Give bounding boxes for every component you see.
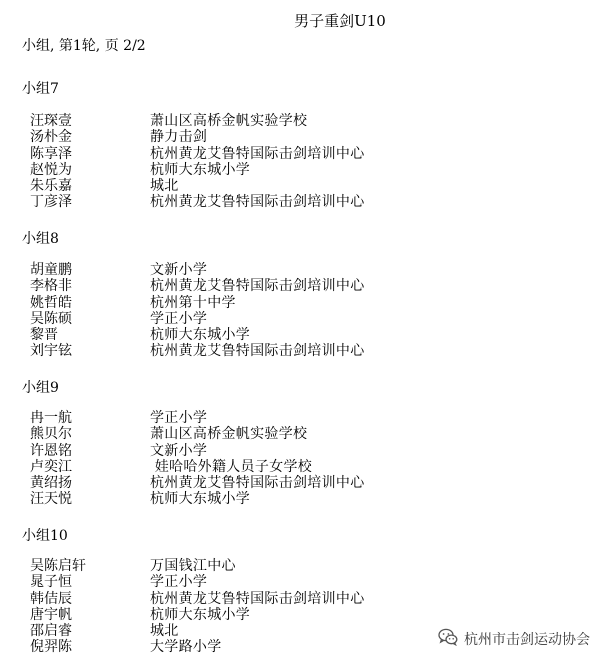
pool-heading-8: 小组8: [22, 231, 59, 247]
list-item: [30, 178, 365, 194]
list-item: [30, 146, 365, 162]
fencer-club: 杭州黄龙艾鲁特国际击剑培训中心: [150, 590, 365, 607]
list-item: [30, 591, 365, 607]
fencer-name: 邵启睿: [30, 623, 72, 640]
fencer-club: 文新小学: [150, 442, 208, 459]
list-item: [30, 443, 365, 459]
fencer-name: 吴陈启轩: [30, 558, 86, 574]
fencer-name: 倪羿陈: [30, 639, 72, 656]
fencer-club: 杭州黄龙艾鲁特国际击剑培训中心: [150, 145, 365, 162]
list-item: [30, 410, 365, 426]
fencer-club: 大学路小学: [150, 639, 222, 656]
fencer-name: 丁彦泽: [30, 194, 72, 211]
pool-list-8: [30, 262, 365, 360]
watermark-text: 杭州市击剑运动协会: [464, 632, 590, 648]
page-title: 男子重剑U10: [294, 12, 386, 30]
fencer-name: 陈享泽: [30, 145, 72, 162]
fencer-club: 娃哈哈外籍人员子女学校: [150, 458, 313, 475]
list-item: [30, 574, 365, 590]
fencer-name: 唐宇帆: [30, 606, 72, 623]
fencer-club: 城北: [150, 178, 179, 195]
fencer-club: 学正小学: [150, 410, 208, 426]
fencer-club: 万国钱江中心: [150, 558, 236, 574]
watermark: [438, 628, 590, 650]
list-item: [30, 278, 365, 294]
fencer-name: 韩佶辰: [30, 590, 72, 607]
list-item: [30, 295, 365, 311]
list-item: [30, 194, 365, 210]
fencer-name: 胡童鹏: [30, 262, 72, 278]
fencer-name: 黄绍扬: [30, 475, 72, 492]
pool-heading-9: 小组9: [22, 380, 59, 396]
fencer-club: 杭师大东城小学: [150, 161, 251, 178]
list-item: [30, 113, 365, 129]
list-item: [30, 639, 365, 655]
list-item: [30, 558, 365, 574]
wechat-icon: [438, 628, 464, 650]
fencer-club: 城北: [150, 623, 179, 640]
pool-heading-10: 小组10: [22, 528, 68, 544]
fencer-club: 学正小学: [150, 574, 208, 591]
list-item: [30, 311, 365, 327]
fencer-name: 吴陈硕: [30, 310, 72, 327]
fencer-name: 刘宇铉: [30, 343, 72, 360]
fencer-name: 黎晋: [30, 327, 58, 344]
list-item: [30, 475, 365, 491]
fencer-club: 萧山区高桥金帆实验学校: [150, 113, 308, 129]
page-subtitle: 小组, 第1轮, 页 2/2: [22, 38, 146, 54]
fencer-name: 汤朴金: [30, 129, 72, 146]
fencer-name: 姚哲皓: [30, 294, 72, 311]
fencer-club: 杭师大东城小学: [150, 491, 251, 508]
fencer-name: 汪琛壹: [30, 113, 72, 129]
fencer-club: 杭州黄龙艾鲁特国际击剑培训中心: [150, 194, 365, 211]
fencer-club: 杭师大东城小学: [150, 606, 251, 623]
list-item: [30, 129, 365, 145]
pool-list-10: [30, 558, 365, 656]
fencer-name: 卢奕江: [30, 458, 72, 475]
fencer-club: 杭州黄龙艾鲁特国际击剑培训中心: [150, 343, 365, 360]
list-item: [30, 343, 365, 359]
fencer-name: 晁子恒: [30, 574, 72, 591]
fencer-name: 熊贝尔: [30, 426, 72, 443]
fencer-club: 杭师大东城小学: [150, 327, 251, 344]
pool-list-7: [30, 113, 365, 211]
fencer-club: 静力击剑: [150, 129, 208, 146]
fencer-name: 许恩铭: [30, 442, 72, 459]
pool-heading-7: 小组7: [22, 81, 59, 97]
fencer-name: 汪天悦: [30, 491, 72, 508]
fencer-name: 赵悦为: [30, 161, 72, 178]
fencer-club: 杭州黄龙艾鲁特国际击剑培训中心: [150, 278, 365, 295]
list-item: [30, 262, 365, 278]
fencer-name: 朱乐嘉: [30, 178, 72, 195]
list-item: [30, 459, 365, 475]
fencer-club: 萧山区高桥金帆实验学校: [150, 426, 308, 443]
fencer-name: 李格非: [30, 278, 72, 295]
list-item: [30, 491, 365, 507]
list-item: [30, 327, 365, 343]
pool-list-9: [30, 410, 365, 508]
list-item: [30, 426, 365, 442]
list-item: [30, 623, 365, 639]
fencer-name: 冉一航: [30, 410, 72, 426]
fencer-club: 杭州黄龙艾鲁特国际击剑培训中心: [150, 475, 365, 492]
fencer-club: 文新小学: [150, 262, 208, 278]
fencer-club: 杭州第十中学: [150, 294, 236, 311]
list-item: [30, 607, 365, 623]
list-item: [30, 162, 365, 178]
fencer-club: 学正小学: [150, 310, 208, 327]
